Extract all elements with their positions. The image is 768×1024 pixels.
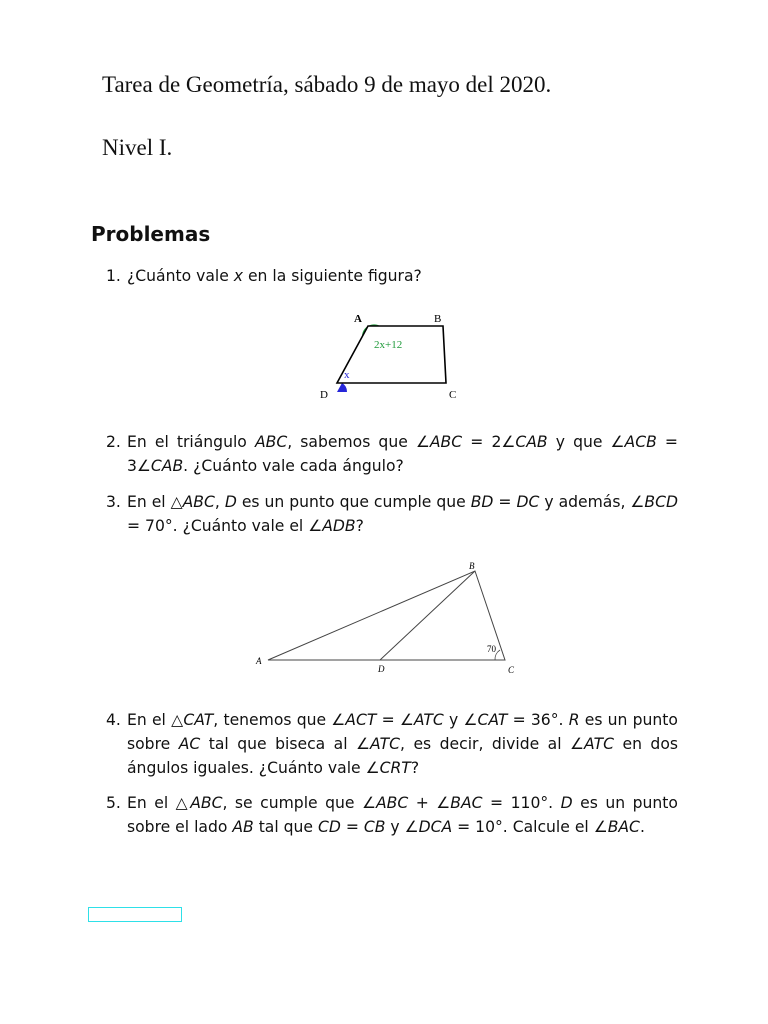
- problem-number: 5.: [106, 794, 121, 812]
- problem-text: En el △ABC, D es un punto que cumple que BD = DC y además, ∠BCD = 70°. ¿Cuánto vale el ∠ADB?: [127, 493, 678, 535]
- trapezoid-figure: [310, 305, 470, 405]
- angle-a-label: 2x+12: [374, 339, 403, 351]
- problem-text: ¿Cuánto vale x en la siguiente figura?: [127, 267, 422, 285]
- cyan-outline-box[interactable]: [88, 907, 182, 922]
- problem-number: 2.: [106, 433, 121, 451]
- vertex-d-label: D: [320, 389, 328, 401]
- problem-3: [106, 490, 678, 538]
- problem-number: 4.: [106, 711, 121, 729]
- trapezoid-shape: [337, 326, 446, 383]
- problem-text: En el △CAT, tenemos que ∠ACT = ∠ATC y ∠CAT = 36°. R es un punto sobre AC tal que biseca al ∠ATC, es decir, divide al ∠ATC en dos ángulos iguales. ¿Cuánto vale ∠CRT?: [127, 711, 678, 777]
- problem-4: [106, 708, 678, 780]
- vertex-c-label: C: [449, 389, 457, 401]
- angle-d-label: x: [344, 369, 350, 381]
- section-heading: Problemas: [91, 222, 211, 246]
- vertex-a-label: A: [354, 313, 362, 325]
- vertex-c-label: C: [508, 665, 515, 675]
- problem-text: En el △ABC, se cumple que ∠ABC + ∠BAC = 110°. D es un punto sobre el lado AB tal que CD = CB y ∠DCA = 10°. Calcule el ∠BAC.: [127, 794, 678, 836]
- angle-c-label: 70: [487, 644, 496, 654]
- vertex-b-label: B: [469, 561, 475, 571]
- problem-2: [106, 430, 678, 478]
- problem-number: 1.: [106, 267, 121, 285]
- angle-d-marker: [337, 383, 347, 392]
- problem-1: [106, 264, 678, 288]
- vertex-d-label: D: [378, 664, 385, 674]
- vertex-a-label: A: [256, 656, 262, 666]
- triangle-abc: [268, 571, 505, 660]
- problem-5: [106, 791, 678, 839]
- problem-number: 3.: [106, 493, 121, 511]
- segment-bd: [380, 571, 475, 660]
- problem-text: En el triángulo ABC, sabemos que ∠ABC = 2∠CAB y que ∠ACB = 3∠CAB. ¿Cuánto vale cada ángulo?: [127, 433, 678, 475]
- triangle-figure: [250, 555, 530, 680]
- vertex-b-label: B: [434, 313, 442, 325]
- level-heading: Nivel I.: [102, 135, 173, 160]
- assignment-title: Tarea de Geometría, sábado 9 de mayo del 2020.: [102, 72, 552, 97]
